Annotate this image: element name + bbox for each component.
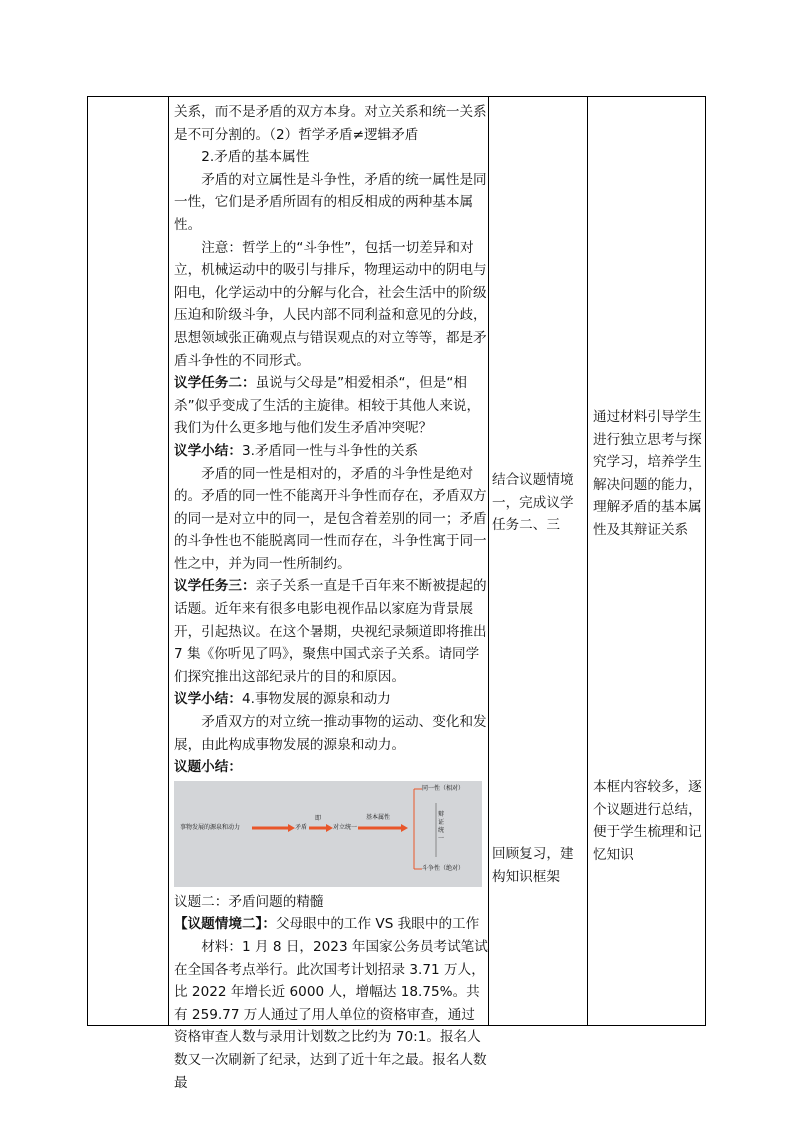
knowledge-diagram <box>174 781 482 887</box>
scene-label: 【议题情境二】： <box>174 916 276 933</box>
diagram-ji-label: 即 <box>315 814 322 822</box>
note-paragraph: 注意：哲学上的“斗争性”，包括一切差异和对立，机械运动中的吸引与排斥，物理运动中的阴电与阳电，化学运动中的分解与化合，社会生活中的阶级压迫和阶级斗争，人民内部不同利益和意见的分歧，思想领域张正确观点与错误观点的对立等等，都是矛盾斗争性的不同形式。 <box>174 239 487 369</box>
scene-two <box>174 913 488 936</box>
activity-2: 回顾复习，建构知识框架 <box>492 846 574 885</box>
task-two <box>174 372 488 440</box>
activity-1: 结合议题情境一，完成议学任务二、三 <box>492 472 574 534</box>
task-label: 议学任务二： <box>174 375 256 392</box>
column-divider-1 <box>168 97 169 1025</box>
paragraph: 关系，而不是矛盾的双方本身。对立关系和统一关系是不可分割的。（2）哲学矛盾≠逻辑矛盾 <box>174 104 487 143</box>
scene-text: 父母眼中的工作 VS 我眼中的工作 <box>275 916 480 933</box>
topic-two-heading: 议题二：矛盾问题的精髓 <box>174 893 324 910</box>
diagram-identity-label: 同一性（相对） <box>422 784 465 792</box>
column-divider-2 <box>488 97 489 1025</box>
task-text: 亲子关系一直是千百年来不断被提起的话题。近年来有很多电影电视作品以家庭为背景展开，引起热议。在这个暑期，央视纪录频道即将推出 7 集《你听见了吗》，聚焦中国式亲子关系。请同学们探究推出这部纪录片的目的和原因。 <box>174 578 487 685</box>
paragraph: 矛盾的同一性是相对的，矛盾的斗争性是绝对的。矛盾的同一性不能离开斗争性而存在，矛盾双方的同一是对立中的同一，是包含着差别的同一；矛盾的斗争性也不能脱离同一性而存在，斗争性寓于同一性之中，并为同一性所制约。 <box>174 465 487 572</box>
intent-1: 通过材料引导学生进行独立思考与探究学习，培养学生解决问题的能力，理解矛盾的基本属性及其辩证关系 <box>593 409 702 538</box>
summary-one <box>174 440 488 463</box>
diagram-struggle-label: 斗争性（绝对） <box>422 864 465 872</box>
summary-text: 3.矛盾同一性与斗争性的关系 <box>241 442 419 459</box>
teaching-content-column <box>174 97 488 1094</box>
task-label: 议学任务三： <box>174 578 256 595</box>
task-three <box>174 575 488 688</box>
paragraph: 矛盾的对立属性是斗争性，矛盾的统一属性是同一性，它们是矛盾所固有的相反相成的两种基本属性。 <box>174 171 487 233</box>
paragraph: 矛盾双方的对立统一推动事物的运动、变化和发展，由此构成事物发展的源泉和动力。 <box>174 714 487 753</box>
intent-2: 本框内容较多，逐个议题进行总结，便于学生梳理和记忆知识 <box>593 779 702 863</box>
material-paragraph: 材料：1 月 8 日，2023 年国家公务员考试笔试在全国各考点举行。此次国考计划招录 3.71 万人，比 2022 年增长近 6000 人，增幅达 18.75%。共有 259.77 万人通过了用人单位的资格审查，通过资格审查人数与录用计划数之比约为 70:1。报名人数又一次刷新了纪录，达到了近十年之最。报名人数最 <box>174 939 488 1091</box>
diagram-dialectic-label: 辩证统一 <box>438 810 445 842</box>
section-heading: 2.矛盾的基本属性 <box>201 149 310 166</box>
diagram-unity-label: 对立统一 <box>333 823 358 831</box>
topic-summary-label: 议题小结： <box>174 759 242 776</box>
diagram-attr-label: 基本属性 <box>366 813 391 821</box>
diagram-contradiction-label: 矛盾 <box>295 823 308 831</box>
summary-text: 4.事物发展的源泉和动力 <box>241 691 391 708</box>
summary-label: 议学小结： <box>174 691 242 708</box>
summary-label: 议学小结： <box>174 442 242 459</box>
diagram-source-label: 事物发展的源泉和动力 <box>180 823 241 831</box>
column-divider-3 <box>587 97 588 1025</box>
summary-two <box>174 688 488 711</box>
task-text: 虽说与父母是”相爱相杀“，但是“相杀”似乎变成了生活的主旋律。相较于其他人来说，我们为什么更多地与他们发生矛盾冲突呢？ <box>174 375 481 437</box>
lesson-table <box>87 96 706 1091</box>
